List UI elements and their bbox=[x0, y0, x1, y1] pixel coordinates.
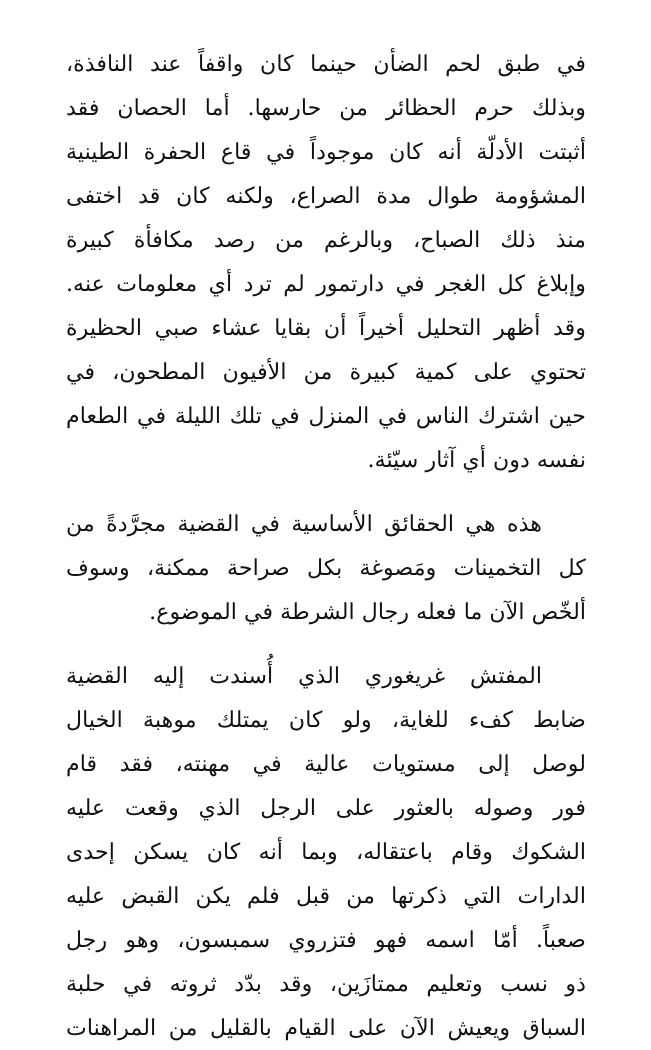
paragraph-2 bbox=[66, 502, 586, 634]
paragraph-3 bbox=[66, 654, 586, 1050]
text-line: كل التخمينات ومَصوغة بكل صراحة ممكنة، وسوف bbox=[66, 555, 586, 581]
text-line: وقد أظهر التحليل أخيراً أن بقايا عشاء صبي الحظيرة bbox=[66, 315, 586, 341]
text-line: صعباً. أمّا اسمه فهو فتزروي سمبسون، وهو رجل bbox=[66, 927, 586, 953]
text-line: ضابط كفء للغاية، ولو كان يمتلك موهبة الخيال bbox=[66, 707, 586, 733]
text-line: ألخّص الآن ما فعله رجال الشرطة في الموضوع. bbox=[149, 599, 586, 625]
text-line: وإبلاغ كل الغجر في دارتمور لم ترد أي معلومات عنه. bbox=[66, 271, 586, 297]
text-line: الشكوك وقام باعتقاله، وبما أنه كان يسكن إحدى bbox=[66, 839, 586, 865]
text-line: المفتش غريغوري الذي أُسندت إليه القضية bbox=[66, 663, 542, 689]
text-line: هذه هي الحقائق الأساسية في القضية مجرَّدةً من bbox=[66, 511, 542, 537]
text-line: المشؤومة طوال مدة الصراع، ولكنه كان قد اختفى bbox=[66, 183, 586, 209]
text-line: لوصل إلى مستويات عالية في مهنته، فقد قام bbox=[66, 751, 586, 777]
text-line: تحتوي على كمية كبيرة من الأفيون المطحون، في bbox=[66, 359, 586, 385]
paragraph-1 bbox=[66, 42, 586, 482]
text-line: منذ ذلك الصباح، وبالرغم من رصد مكافأة كبيرة bbox=[66, 227, 586, 253]
book-page bbox=[66, 42, 586, 1050]
text-line: وبذلك حرم الحظائر من حارسها. أما الحصان فقد bbox=[66, 95, 586, 121]
text-line: أثبتت الأدلّة أنه كان موجوداً في قاع الحفرة الطينية bbox=[66, 139, 586, 165]
text-line: حين اشترك الناس في المنزل في تلك الليلة في الطعام bbox=[66, 403, 586, 429]
text-line: في طبق لحم الضأن حينما كان واقفاً عند النافذة، bbox=[66, 51, 586, 77]
text-line: نفسه دون أي آثار سيّئة. bbox=[367, 447, 586, 473]
text-line: الدارات التي ذكرتها من قبل فلم يكن القبض عليه bbox=[66, 883, 586, 909]
text-line: فور وصوله بالعثور على الرجل الذي وقعت عليه bbox=[66, 795, 586, 821]
text-line: ذو نسب وتعليم ممتازَين، وقد بدّد ثروته في حلبة bbox=[66, 971, 586, 997]
text-line: السباق ويعيش الآن على القيام بالقليل من المراهنات bbox=[66, 1015, 586, 1041]
